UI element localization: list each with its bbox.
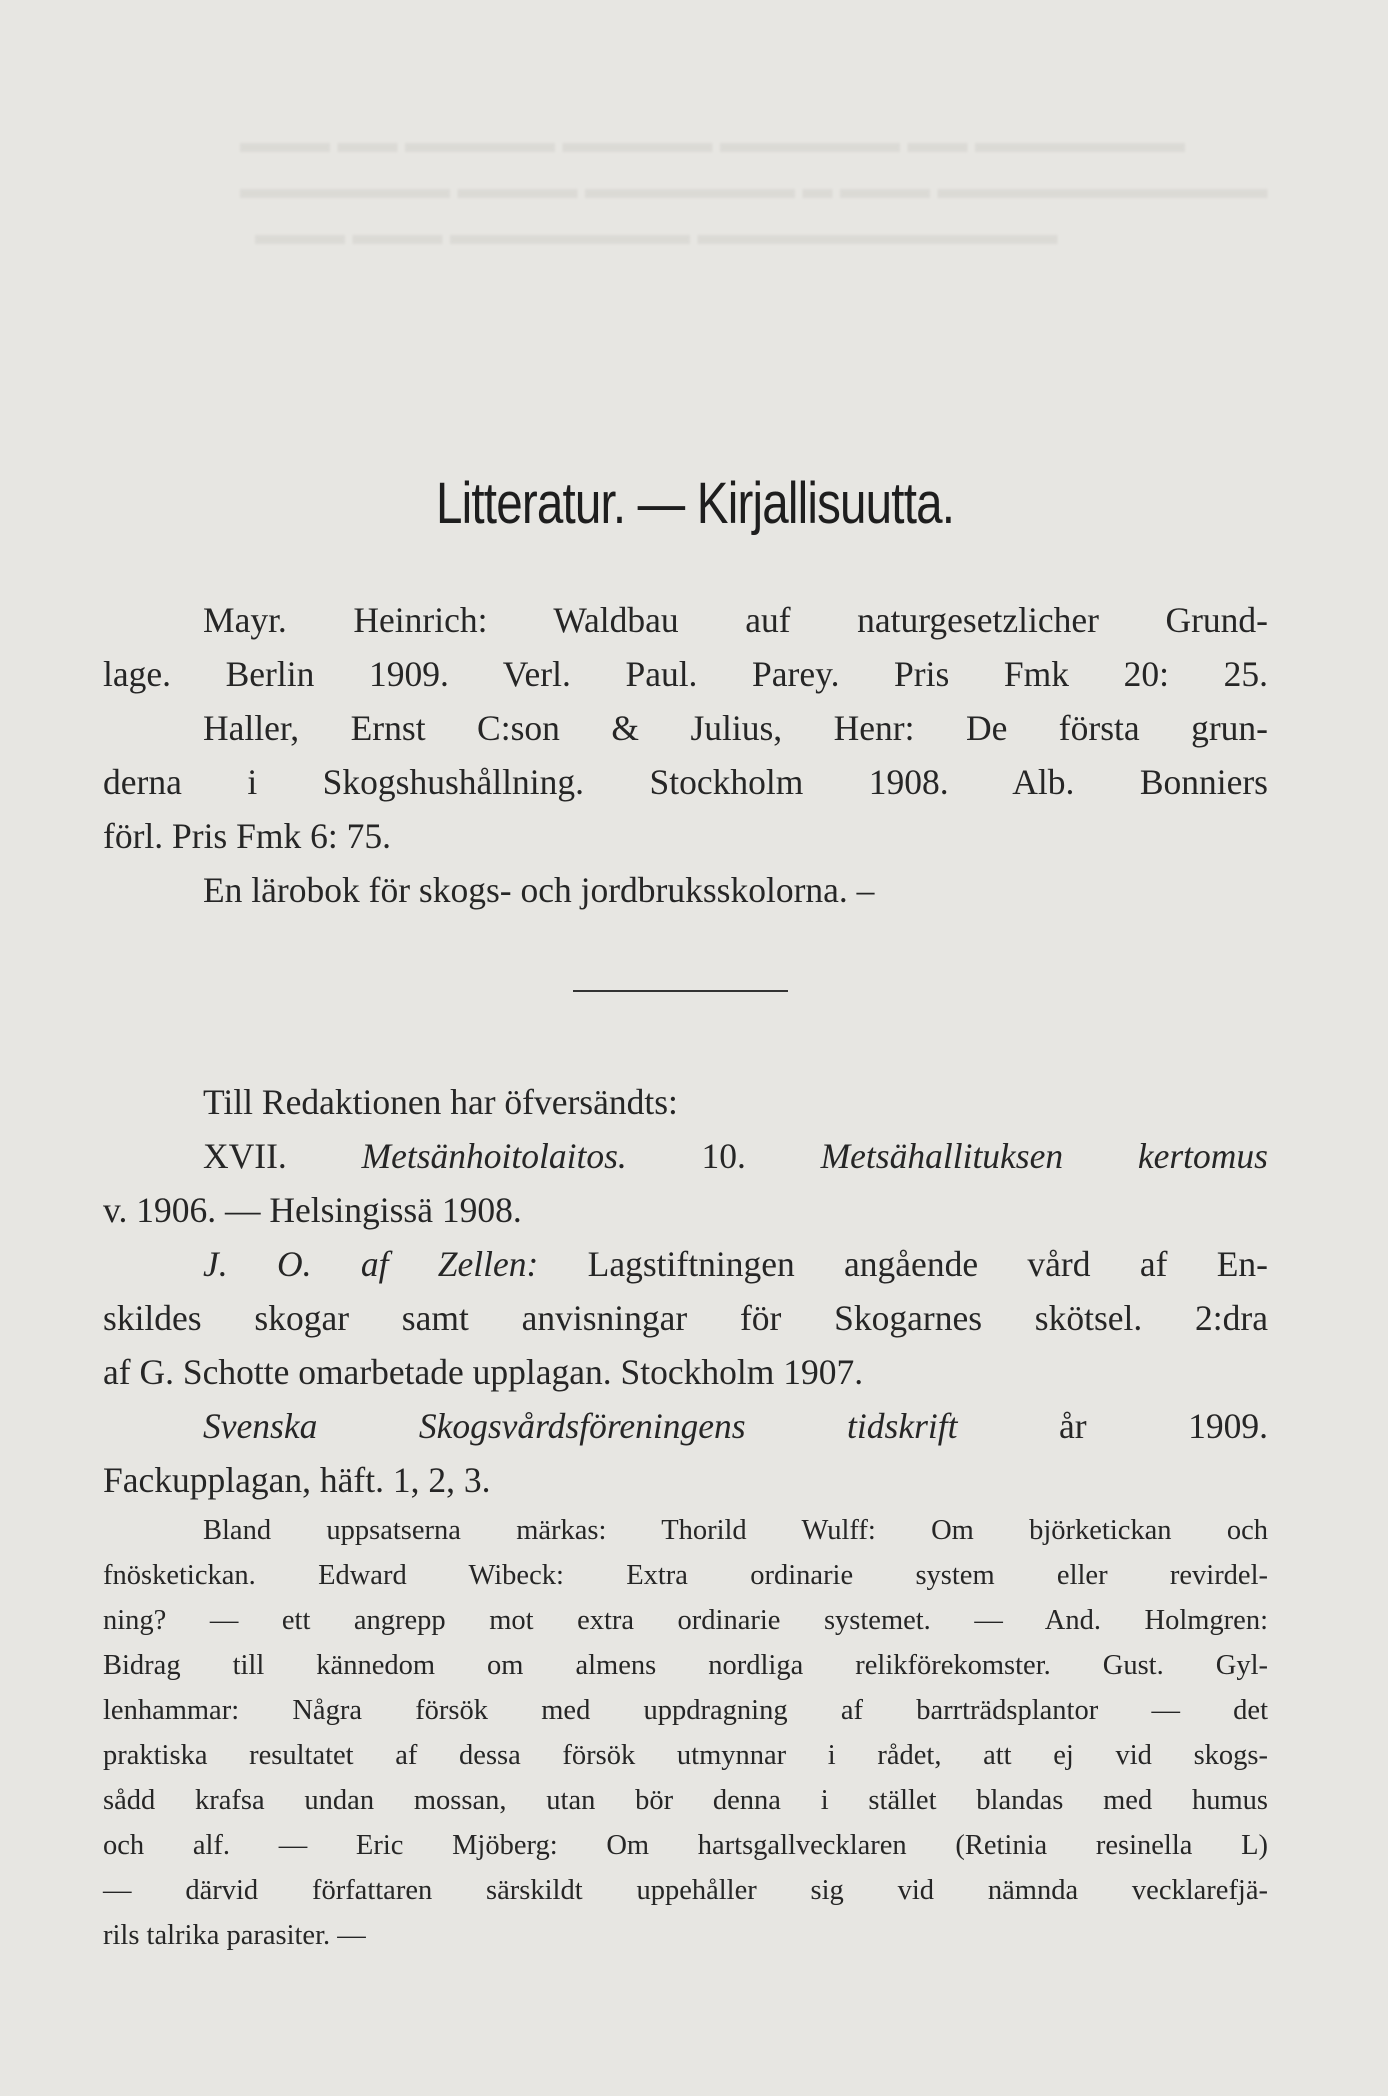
note-line: och alf. — Eric Mjöberg: Om hartsgallvecklaren (Retinia resinella L)	[103, 1830, 1268, 1861]
list-item: Svenska Skogsvårdsföreningens tidskrift år 1909.	[203, 1406, 1268, 1446]
bleed-through-text: ▬▬▬ ▬▬ ▬▬▬▬▬ ▬▬▬▬▬ ▬▬▬▬▬▬ ▬▬ ▬▬▬▬▬▬▬ ▬▬▬▬▬▬▬ ▬▬▬▬ ▬▬▬▬▬▬▬ ▬ ▬▬▬ ▬▬▬▬▬▬▬▬▬▬▬ ▬▬▬ ▬▬▬ ▬▬▬▬▬▬▬▬ ▬▬▬▬▬▬▬▬▬▬▬▬	[240, 126, 1268, 251]
section-divider	[573, 990, 788, 992]
list-item: J. O. af Zellen: Lagstiftningen angående vård af En-	[203, 1244, 1269, 1284]
list-item: lage. Berlin 1909. Verl. Paul. Parey. Pris Fmk 20: 25.	[103, 654, 1268, 694]
note-line: lenhammar: Några försök med uppdragning af barrträdsplantor — det	[103, 1695, 1268, 1726]
note-line: sådd krafsa undan mossan, utan bör denna i stället blandas med humus	[103, 1785, 1268, 1816]
list-item: Mayr. Heinrich: Waldbau auf naturgesetzlicher Grund-	[203, 600, 1268, 640]
note-line: ning? — ett angrepp mot extra ordinarie systemet. — And. Holmgren:	[103, 1605, 1268, 1636]
list-item: Fackupplagan, häft. 1, 2, 3.	[103, 1460, 491, 1500]
note-line: rils talrika parasiter. —	[103, 1920, 366, 1951]
note-line: — därvid författaren särskildt uppehåller sig vid nämnda vecklarefjä-	[103, 1875, 1268, 1906]
page-title: Litteratur. — Kirjallisuutta.	[436, 471, 955, 536]
notes-paragraph	[103, 1508, 1268, 1958]
list-item: En lärobok för skogs- och jordbruksskolorna. –	[203, 870, 875, 910]
list-item: förl. Pris Fmk 6: 75.	[103, 816, 391, 856]
list-item: derna i Skogshushållning. Stockholm 1908. Alb. Bonniers	[103, 762, 1268, 802]
note-line: Bland uppsatserna märkas: Thorild Wulff: Om björketickan och	[203, 1515, 1268, 1546]
list-item: v. 1906. — Helsingissä 1908.	[103, 1190, 522, 1230]
section-heading: Till Redaktionen har öfversändts:	[203, 1082, 678, 1122]
list-item: Haller, Ernst C:son & Julius, Henr: De första grun-	[203, 708, 1268, 748]
list-item: XVII. Metsänhoitolaitos. 10. Metsähallituksen kertomus	[203, 1136, 1268, 1176]
list-item: af G. Schotte omarbetade upplagan. Stockholm 1907.	[103, 1352, 864, 1392]
note-line: fnösketickan. Edward Wibeck: Extra ordinarie system eller revirdel-	[103, 1560, 1268, 1591]
note-line: praktiska resultatet af dessa försök utmynnar i rådet, att ej vid skogs-	[103, 1740, 1268, 1771]
list-item: skildes skogar samt anvisningar för Skogarnes skötsel. 2:dra	[103, 1298, 1268, 1338]
received-section	[103, 1075, 1268, 1507]
note-line: Bidrag till kännedom om almens nordliga relikförekomster. Gust. Gyl-	[103, 1650, 1268, 1681]
book-list	[103, 593, 1268, 917]
